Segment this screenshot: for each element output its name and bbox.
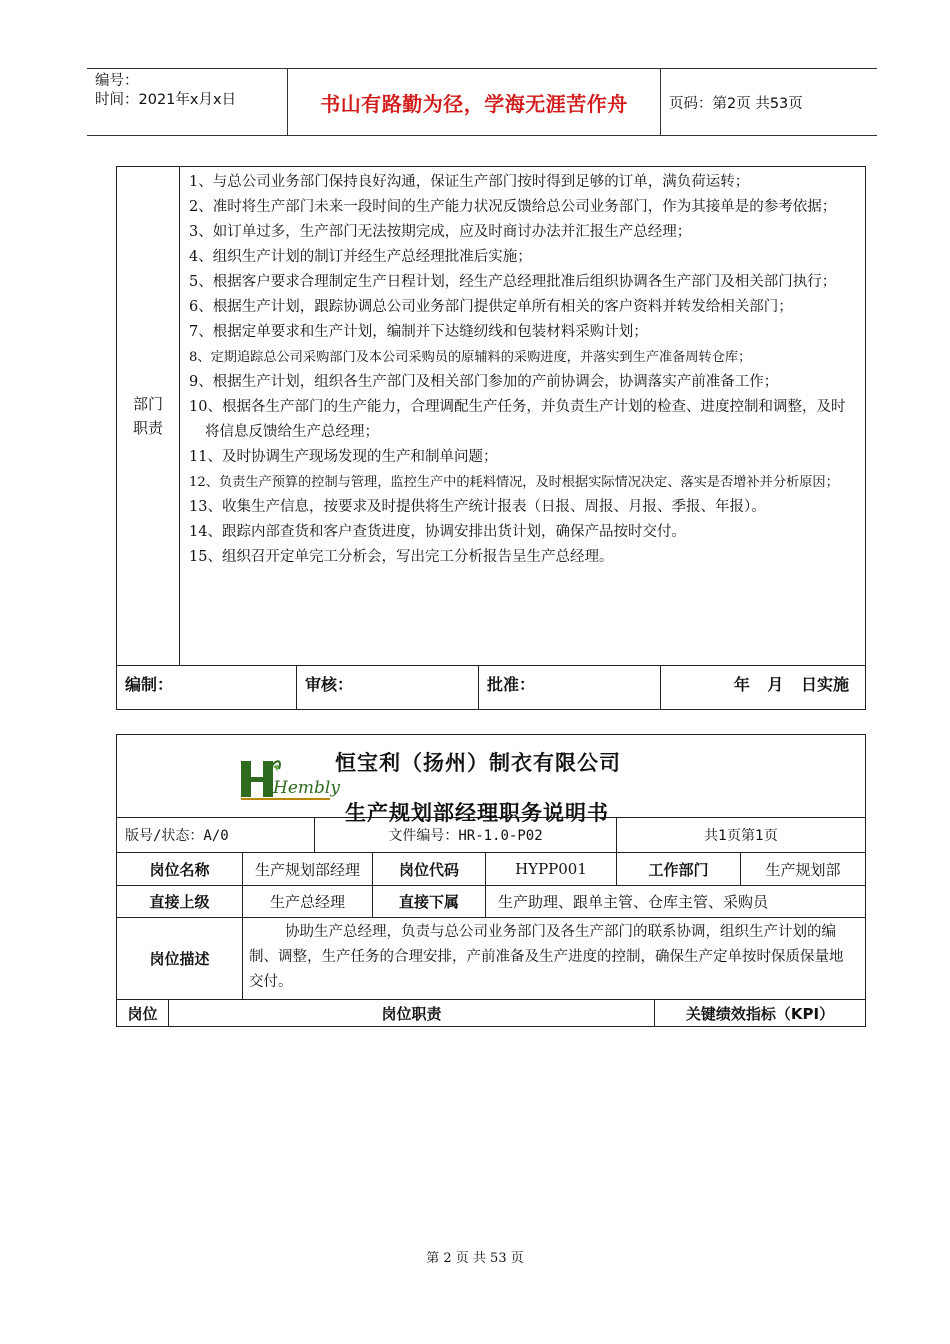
duty-item: 1、与总公司业务部门保持良好沟通，保证生产部门按时得到足够的订单，满负荷运转； [189,174,750,190]
department: 生产规划部 [765,860,841,879]
superior: 生产总经理 [243,886,373,917]
subordinates: 生产助理、跟单主管、仓库主管、采购员 [498,893,769,911]
duty-item: 13、收集生产信息，按要求及时提供将生产统计报表（日报、周报、月报、季报、年报）。 [189,499,766,515]
duties-table [116,166,866,710]
description-row [117,918,865,1000]
approved-by-field: 批准： [479,666,661,709]
duty-item: 12、负责生产预算的控制与管理，监控生产中的耗料情况，及时根据实际情况决定、落实是否增补并分析原因； [189,475,839,490]
position-name: 生产规划部经理 [243,853,373,885]
signoff-row [117,665,865,709]
department-label: 工作部门 [617,853,741,885]
logo-text: Hembly [273,778,340,798]
duty-item: 8、定期追踪总公司采购部门及本公司采购员的原辅料的采购进度，并落实到生产准备周转仓库； [189,350,752,365]
page-label: 页码：第2页 共53页 [669,95,803,112]
duties-list [180,167,865,665]
duty-item: 15、组织召开定单完工分析会，写出完工分析报告呈生产总经理。 [189,549,614,565]
position-code-label: 岗位代码 [373,853,486,885]
code-label: 编号： [95,73,139,89]
duties-label [117,167,180,665]
duty-item: 11、及时协调生产现场发现的生产和制单问题； [189,449,498,465]
duty-item: 6、根据生产计划，跟踪协调总公司业务部门提供定单所有相关的客户资料并转发给相关部门； [189,299,793,315]
header-meta [87,69,287,135]
subordinates-label: 直接下属 [373,886,486,917]
page-info: 共1页第1页 [704,828,778,844]
position-row [117,853,865,886]
duty-item: 5、根据客户要求合理制定生产日程计划，经生产总经理批准后组织协调各生产部门及相关部门执行； [189,274,837,290]
position-code: HYPP001 [486,853,617,885]
position-description: 协助生产总经理，负责与总公司业务部门及各生产部门的联系协调，组织生产计划的编制、调整，生产任务的合理安排，产前准备及生产进度的控制，确保生产定单按时保质保量地交付。 [249,924,844,990]
duty-item: 3、如订单过多，生产部门无法按期完成，应及时商讨办法并汇报生产总经理； [189,224,692,240]
duty-item: 10、根据各生产部门的生产能力，合理调配生产任务，并负责生产计划的检查、进度控制和调整，及时将信息反馈给生产总经理； [189,399,846,440]
company-name: 恒宝利（扬州）制衣有限公司 [335,751,621,775]
reporting-row [117,886,865,918]
motto: 书山有路勤为径，学海无涯苦作舟 [287,69,661,135]
version-status: 版号/状态：A/0 [117,818,315,852]
company-banner [117,735,865,825]
job-description-table [116,734,866,1027]
time-label: 时间：2021年x月x日 [95,92,237,108]
duty-item: 9、根据生产计划，组织各生产部门及相关部门参加的产前协调会，协调落实产前准备工作； [189,374,779,390]
col-kpi: 关键绩效指标（KPI） [685,1005,835,1023]
duty-item: 7、根据定单要求和生产计划，编制并下达缝纫线和包装材料采购计划； [189,324,648,340]
description-label: 岗位描述 [117,918,243,999]
kpi-header-row [117,1000,865,1027]
position-name-label: 岗位名称 [117,853,243,885]
document-title: 生产规划部经理职务说明书 [345,801,609,825]
page-footer: 第 2 页 共 53 页 [426,1251,524,1266]
duty-item: 14、跟踪内部查货和客户查货进度，协调安排出货计划，确保产品按时交付。 [189,524,686,540]
duty-item: 2、准时将生产部门未来一段时间的生产能力状况反馈给总公司业务部门，作为其接单是的参考依据； [189,199,837,215]
duties-label-line2: 职责 [132,419,163,437]
duty-item: 4、组织生产计划的制订并经生产总经理批准后实施； [189,249,532,265]
reviewed-by-field: 审核： [297,666,479,709]
prepared-by-field: 编制： [117,666,297,709]
file-number: 文件编号：HR-1.0-P02 [315,818,617,852]
effective-date-field: 年 月 日实施 [733,675,849,694]
duties-label-line1: 部门 [132,395,163,413]
page-header [87,68,877,136]
company-logo [237,753,340,803]
col-position: 岗位 [117,1000,169,1027]
version-row [117,818,865,853]
superior-label: 直接上级 [117,886,243,917]
col-duties: 岗位职责 [169,1000,655,1027]
